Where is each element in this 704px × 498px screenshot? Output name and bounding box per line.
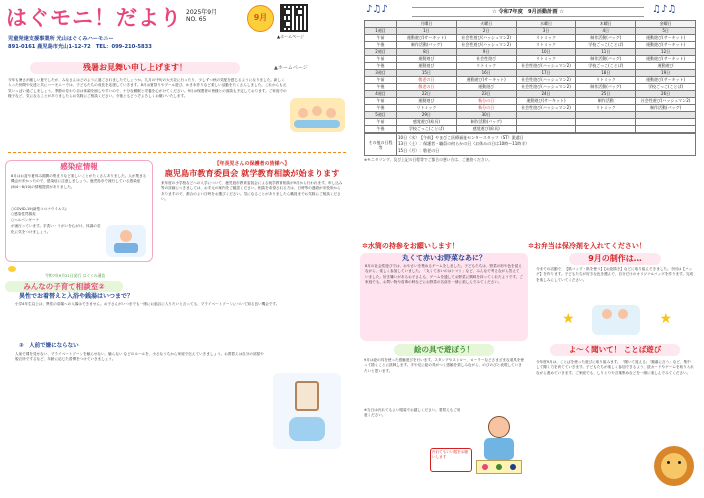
infection-box [5, 160, 153, 262]
paint-sign [430, 448, 472, 472]
words-box [532, 344, 698, 494]
calendar-activity-cell: 制作活動(バッグ) [576, 35, 636, 42]
greeting-body: 今年も暑さが厳しい夏でしたが、みなさんはどのように過ごされましたでしょうか。九月の中旬の大火災に行ったり、少しずつ秋の気配を感じるようになりました。新しく入った仲間や友達と共にハーモニーでは、子どもたちの成長を応援していきます。8月は夏祭りやプール遊び、かき氷作りなど楽しい活動をたくさんしました。これからも元気いっぱい過ごしましょう。季節の変わり目は体調を崩しやすいので、十分な睡眠と栄養を心がけてください。9月は保護者の皆様との面談も予定しております。ご家庭での様子など、気になることがありましたらお気軽にご相談ください。今後ともどうぞよろしくお願いいたします。 [8, 78, 287, 99]
calendar-activity-cell: 制作活動(バッグ) [397, 42, 457, 49]
calendar-date-cell: 8日 [397, 49, 457, 56]
craft-title-bar [569, 253, 661, 265]
calendar-activity-cell [636, 119, 696, 126]
calendar-corner [365, 21, 397, 28]
calendar-activity-cell: 社会性遊び(ハッシュマン2) [636, 98, 696, 105]
org-name: 児童発達支援事業所 光山はぐくみハーモニー [8, 36, 114, 42]
month-badge [247, 5, 274, 32]
calendar-date-cell: 17日 [516, 70, 576, 77]
children-illustration [290, 98, 345, 132]
infection-item: ○感染性胃腸炎 [11, 212, 36, 217]
calendar-activity-cell: 運動遊び [397, 56, 457, 63]
infection-note: が流行っています。手洗い・うがいを心がけ、体調の変化に気をつけましょう。 [11, 224, 101, 234]
calendar-activity-cell: リトミック [456, 63, 516, 70]
lunch-banner: ✲お弁当は保冷剤を入れてください！ [528, 242, 646, 250]
calendar-activity-cell: 運動遊び [397, 98, 457, 105]
calendar-table [364, 20, 696, 163]
other-schedule-line: 10日（水） 【午前】やまびこ医療福祉センタースタッフ（ST）派遣日 [398, 134, 524, 140]
calendar-activity-cell [516, 126, 576, 133]
calendar-activity-cell: リトミック [516, 35, 576, 42]
calendar-note: ※モニタリング、及び上記の日程等でご都合の悪い方は、ご連絡ください。 [364, 157, 493, 162]
calendar-row-label: 午前 [365, 77, 397, 84]
calendar-row [365, 84, 696, 91]
parenting-box [5, 273, 347, 495]
calendar-activity-cell: 秋分の日 [456, 105, 516, 112]
qr-code[interactable] [280, 4, 308, 32]
calendar-date-cell: 11日 [576, 49, 636, 56]
parenting-tip-title: ② 人前で嫌にならない [19, 343, 79, 349]
infection-body: 8月はお盆や夏休み期間の集まりなど楽しいことがたくさんありました。人が集まる機会が多かったので、感染症に注意しましょう。鹿児島市で流行している感染症(8/4〜8/10)の情報提供がありました。 [11, 174, 147, 189]
calendar-activity-cell: 運動遊び [397, 63, 457, 70]
veggie-title: 丸くて赤いお野菜なあに？ [402, 254, 486, 262]
calendar-row [365, 28, 696, 35]
calendar-date-cell [516, 112, 576, 119]
other-schedule-line: 15日（月）：敬老の日 [398, 147, 440, 153]
infection-item: ○ヘルパンギーナ [11, 217, 40, 222]
parenting-title-bar [5, 281, 123, 292]
calendar-activity-cell: 秋分の日 [456, 98, 516, 105]
calendar-activity-cell: 制作活動(バッグ) [636, 105, 696, 112]
other-schedule-label: その他の日程 等 [365, 134, 397, 156]
calendar-row-label: 午前 [365, 56, 397, 63]
calendar-activity-cell: 社会性遊び(ハッシュマン2) [516, 63, 576, 70]
calendar-day-header: 火曜日 [456, 21, 516, 28]
calendar-day-header: 月曜日 [397, 21, 457, 28]
masthead-title: はぐモニ！だより [6, 6, 182, 30]
other-schedule [397, 134, 696, 156]
calendar-date-cell: 9日 [456, 49, 516, 56]
calendar-activity-cell: 運動遊び(サーキット) [636, 42, 696, 49]
calendar-activity-cell: 社会性遊び(ハッシュマン2) [516, 105, 576, 112]
calendar-activity-cell: 敬老の日 [397, 77, 457, 84]
calendar-row-label: 午後 [365, 126, 397, 133]
calendar-activity-cell: 社会性遊び(ハッシュマン2) [456, 35, 516, 42]
calendar-date-cell: 19日 [636, 70, 696, 77]
issue-date: 2025年9月 [186, 9, 218, 16]
calendar-row-label: 1週目 [365, 28, 397, 35]
calendar-activity-cell: リトミック [576, 77, 636, 84]
calendar-activity-cell: リトミック [576, 105, 636, 112]
calendar-row-label: 4週目 [365, 91, 397, 98]
paint-note: ※当日は汚れてもよい服装でお越しください。着替えもご用意ください。 [364, 408, 461, 418]
calendar-date-cell: 12日 [636, 49, 696, 56]
calendar-row-label: 午前 [365, 98, 397, 105]
paint-title: 絵の具で遊ぼう！ [414, 345, 474, 354]
calendar-activity-cell: 運動遊び(サーキット) [397, 35, 457, 42]
calendar-activity-cell: 学校ごっこ(ことば) [636, 84, 696, 91]
words-body: 今年度9月は、ことばを使った遊びに取り組みます。「聞いて覚える」「順番に言う」など、集中して聞く力を育てていきます。子どもたちが楽しく参加できるよう、絵カードやゲームを取り入れながら進めていきます。ご家庭でも、しりとりや言葉集めなどを一緒に楽しんでみてください。 [536, 360, 694, 375]
calendar-row [365, 77, 696, 84]
calendar-row [365, 105, 696, 112]
calendar-row [365, 70, 696, 77]
calendar-activity-cell: リトミック [397, 105, 457, 112]
calendar-day-header: 木曜日 [576, 21, 636, 28]
calendar-row-label: 午後 [365, 84, 397, 91]
calendar-activity-cell: 運動遊び [636, 63, 696, 70]
calendar-title: ☆ 令和7年度 9月活動計画 ☆ [491, 9, 564, 15]
paint-body: 9月は絵の具を使った感触遊びを行います。スタンプやストロー、ローラーなどさまざまな道具を使って描くことに挑戦します。手や足に絵の具がつく感触を楽しみながら、のびのびと表現していきたいと思います。 [364, 358, 524, 373]
consult-box [157, 160, 347, 262]
calendar-date-cell: 1日 [397, 28, 457, 35]
calendar-activity-cell: 運動遊び(サーキット) [516, 98, 576, 105]
divider-sunflowers [8, 152, 346, 156]
parenting-subtitle: 異性でお着替えと入浴や銭湯はいつまで？ [19, 293, 134, 300]
calendar-date-cell [576, 112, 636, 119]
calendar-row-label: 午前 [365, 35, 397, 42]
calendar-activity-cell: リトミック [516, 42, 576, 49]
parenting-title: みんなの子育て相談室② [23, 282, 105, 291]
calendar-row [365, 126, 696, 133]
calendar-date-cell: 23日 [456, 91, 516, 98]
parenting-tip-body: 人前で裸を見せない、プライベートゾーンを触らせない、触らない などのルールを、小さなうちから家庭で伝えていきましょう。お着替えは自分の部屋や脱衣所でするなど、年齢に応じた習慣をつけていきましょう。 [15, 352, 264, 362]
infection-title: 感染症情報 [60, 162, 98, 171]
calendar-row [365, 49, 696, 56]
calendar-date-cell: 30日 [456, 112, 516, 119]
calendar-row-label: 午後 [365, 63, 397, 70]
calendar-activity-cell: 社会性遊び(ハッシュマン2) [456, 42, 516, 49]
calendar-activity-cell: 社会性遊び(ハッシュマン2) [516, 84, 576, 91]
other-schedule-line: 13日（土）：保護者・職員の何らかの日（お休みの日は10時〜11時半） [398, 141, 530, 147]
calendar-row [365, 63, 696, 70]
calendar-activity-cell: 運動遊び(サーキット) [456, 77, 516, 84]
greeting-banner [30, 62, 240, 74]
month-badge-label: 9月 [253, 13, 268, 22]
calendar-activity-cell: リトミック [516, 56, 576, 63]
parenting-body: 小学4年生以上は、異性の浴場への入場はできません。お子さんがいつまでも一緒にお風呂に入りたいと言っても、プライベートゾーンについて知る良い機会です。 [15, 302, 280, 306]
calendar-body [365, 28, 696, 133]
calendar-activity-cell: 学校ごっこ(ことば) [576, 42, 636, 49]
bath-illustration [273, 373, 341, 449]
calendar-date-cell: 4日 [576, 28, 636, 35]
calendar-date-cell: 3日 [516, 28, 576, 35]
calendar-date-cell: 2日 [456, 28, 516, 35]
calendar-row [365, 119, 696, 126]
parenting-header-line: 令和7年9月21日発行 はぐくみ通信 [45, 273, 106, 278]
calendar-activity-cell: 社会性遊び(ハッシュマン2) [516, 77, 576, 84]
calendar-activity-cell [576, 119, 636, 126]
consult-body: 来年度の小学校などへの入学について、鹿児島市教育委員会による就学教育相談が9月から行われます。申し込み等の詳細につきましては、お手元の案内をご確認ください。相談を希望される方は、日時等の連絡が市役所からありますので、都合のよい日時をお選びください。気になることがありましたら職員までお気軽にご相談ください。 [161, 181, 343, 202]
calendar-date-cell: 24日 [516, 91, 576, 98]
veggie-box [360, 253, 528, 341]
calendar-date-cell: 29日 [397, 112, 457, 119]
music-notes-right: ♫♪♫ [652, 4, 677, 15]
calendar-activity-cell: 制作活動 [576, 98, 636, 105]
calendar-row-label: 午後 [365, 105, 397, 112]
calendar-row [365, 56, 696, 63]
right-page [352, 0, 704, 498]
calendar-day-header: 金曜日 [636, 21, 696, 28]
calendar-activity-cell: 運動遊び(サーキット) [636, 77, 696, 84]
words-title: よ〜く聞いて！ ことば遊び [568, 345, 662, 354]
calendar-date-cell: 18日 [576, 70, 636, 77]
calendar-activity-cell: 制作活動(バッグ) [576, 56, 636, 63]
infection-list [11, 207, 147, 223]
calendar-date-cell [636, 112, 696, 119]
calendar-row-label: 3週目 [365, 70, 397, 77]
calendar-date-cell: 26日 [636, 91, 696, 98]
calendar-row [365, 35, 696, 42]
sick-child-illustration [106, 225, 146, 257]
calendar-activity-cell: 運動遊び [456, 84, 516, 91]
calendar-activity-cell: 制作活動(バッグ) [576, 84, 636, 91]
music-notes-left: ♪♫♪ [366, 4, 388, 15]
calendar-date-cell: 10日 [516, 49, 576, 56]
craft-illustration: ★ ★ [562, 303, 672, 339]
craft-body: 今までの活動で、【紙コップ・紙を使う】【お絵描き】などに取り組んできました。今回は【バッグ】を作ります。子どもたちが好きな色を選んで、自分だけのオリジナルバッグを作ります。完成を楽しみにしていてください。 [536, 267, 694, 282]
consult-title: 鹿児島市教育委員会 就学教育相談が始まります [164, 168, 340, 178]
calendar-title-bar [412, 7, 644, 17]
calendar-row-label: 午後 [365, 42, 397, 49]
paint-box [360, 344, 528, 494]
paint-title-bar [394, 344, 494, 356]
homepage-arrow: ▲ホームページ [274, 65, 308, 71]
calendar-row [365, 112, 696, 119]
org-address: 891-0161 鹿児島市光山1-12-72 TEL：099-210-5833 [8, 44, 152, 50]
consult-kicker: 【年長児さんの保護者の皆様へ】 [214, 161, 290, 167]
painting-child-illustration [472, 412, 526, 484]
calendar-activity-cell: 制作活動(バッグ) [456, 119, 516, 126]
calendar-date-cell: 15日 [397, 70, 457, 77]
homepage-label: ▲ホームページ [277, 34, 304, 39]
greeting-title: 残暑お見舞い申し上げます！ [83, 63, 187, 72]
calendar-activity-cell [576, 126, 636, 133]
calendar-row [365, 91, 696, 98]
calendar-date-cell: 22日 [397, 91, 457, 98]
craft-title: 9月の制作は… [588, 254, 642, 263]
calendar-day-header: 水曜日 [516, 21, 576, 28]
calendar-activity-cell [636, 126, 696, 133]
calendar-row [365, 98, 696, 105]
calendar-activity-cell: 学校ごっこ(ことば) [397, 126, 457, 133]
calendar-row-label: 2週目 [365, 49, 397, 56]
calendar-date-cell: 16日 [456, 70, 516, 77]
header [4, 3, 348, 59]
calendar-activity-cell: 感覚遊び(絵具) [397, 119, 457, 126]
infection-item: ○COVID-19(新型コロナウイルス) [11, 207, 67, 211]
divider-faces [8, 266, 346, 272]
paint-sign-text: 汚れてもいい服をお願いします [432, 450, 468, 459]
calendar-row-label: 5週目 [365, 112, 397, 119]
calendar-row [365, 42, 696, 49]
calendar-row-label: 午前 [365, 119, 397, 126]
calendar-activity-cell: 運動遊び(サーキット) [636, 35, 696, 42]
issue-number: NO. 65 [186, 16, 207, 23]
calendar-activity-cell: 社会性遊び [456, 56, 516, 63]
lion-illustration [652, 444, 696, 490]
calendar-date-cell: 25日 [576, 91, 636, 98]
water-banner: ✲水筒の持参をお願いします！ [362, 242, 459, 250]
calendar-activity-cell: 学校ごっこ(ことば) [576, 63, 636, 70]
craft-box [532, 253, 698, 341]
words-title-bar [550, 344, 680, 356]
calendar-activity-cell: 敬老の日 [397, 84, 457, 91]
calendar-date-cell: 5日 [636, 28, 696, 35]
calendar-activity-cell: 感覚遊び(絵具) [456, 126, 516, 133]
veggie-body: 8月の社会性遊びでは、おやさいを集めるゲームをしました。子どもたちは、野菜の形や色を覚えながら、楽しく参加していました。「丸くて赤いのはトマト」など、みんなで考えながら答えていました。好き嫌いがあるお子さんも、ゲームを通してお野菜に興味を持ってくれたようです。ご家庭でも、お買い物や食事の時などにお野菜の名前を一緒に楽しんでみてください。 [365, 264, 523, 285]
calendar-activity-cell [516, 119, 576, 126]
calendar-activity-cell: 運動遊び(サーキット) [636, 56, 696, 63]
